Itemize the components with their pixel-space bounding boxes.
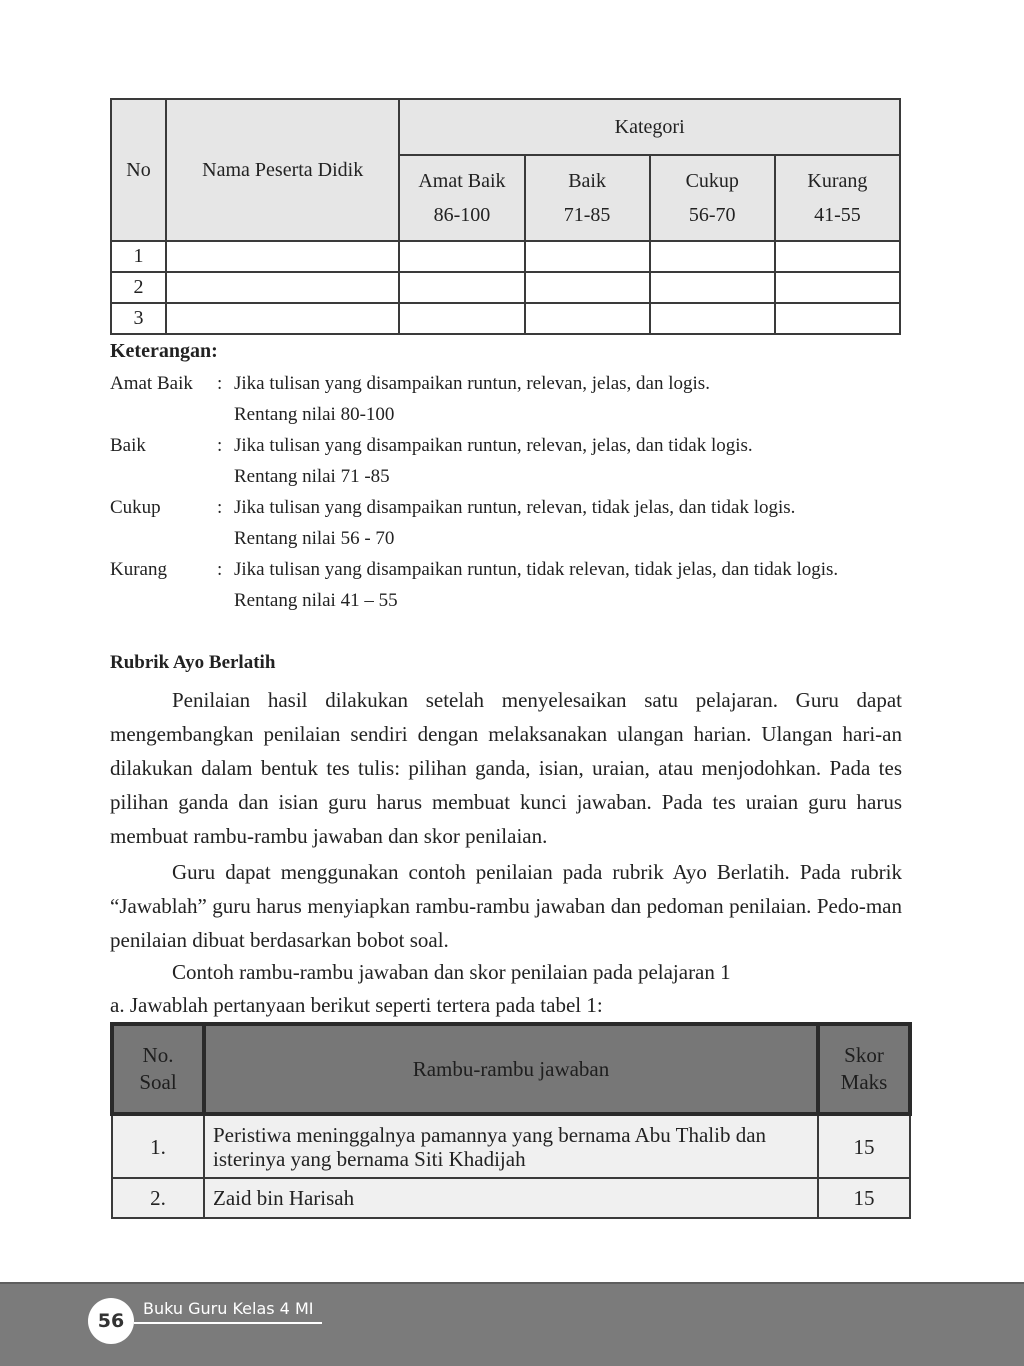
- header-no-line1: No.: [142, 1043, 174, 1067]
- keterangan-text: Jika tulisan yang disampaikan runtun, relevan, jelas, dan tidak logis.: [234, 435, 753, 456]
- keterangan-colon: :: [217, 497, 223, 518]
- keterangan-range: Rentang nilai 71 -85: [234, 466, 390, 487]
- keterangan-range: Rentang nilai 41 – 55: [234, 590, 398, 611]
- score-cell[interactable]: [650, 303, 775, 334]
- name-cell[interactable]: [166, 303, 399, 334]
- table-row: [111, 272, 900, 303]
- header-answer: Rambu-rambu jawaban: [204, 1024, 818, 1114]
- row-number: 1: [111, 241, 166, 272]
- book-title: Buku Guru Kelas 4 MI: [143, 1299, 314, 1318]
- table-row: [112, 1114, 910, 1178]
- header-no-line2: Soal: [139, 1070, 177, 1094]
- answer-table: [110, 1022, 912, 1219]
- keterangan-text: Jika tulisan yang disampaikan runtun, tidak relevan, tidak jelas, dan tidak logis.: [234, 559, 839, 580]
- keterangan-text: Jika tulisan yang disampaikan runtun, relevan, jelas, dan logis.: [234, 373, 710, 394]
- name-cell[interactable]: [166, 241, 399, 272]
- footer-divider: [134, 1322, 322, 1324]
- score-cell[interactable]: [775, 303, 900, 334]
- score-cell[interactable]: [399, 272, 524, 303]
- keterangan-range: Rentang nilai 80-100: [234, 404, 395, 425]
- page-footer: [0, 1282, 1024, 1366]
- question-number: 1.: [112, 1114, 204, 1178]
- header-category: Kategori: [399, 99, 900, 155]
- max-score: 15: [818, 1178, 910, 1218]
- keterangan-colon: :: [217, 559, 223, 580]
- category-range: 41-55: [814, 204, 861, 226]
- keterangan-label: Cukup: [110, 497, 161, 518]
- table-row: [111, 241, 900, 272]
- question-instruction: a. Jawablah pertanyaan berikut seperti tertera pada tabel 1:: [110, 993, 603, 1017]
- keterangan-label: Kurang: [110, 559, 167, 580]
- keterangan-colon: :: [217, 373, 223, 394]
- assessment-table: [110, 98, 901, 335]
- page-number: 56: [88, 1298, 134, 1344]
- max-score: 15: [818, 1114, 910, 1178]
- section-title: Rubrik Ayo Berlatih: [110, 652, 276, 673]
- category-range: 86-100: [433, 204, 491, 226]
- keterangan-title: Keterangan:: [110, 340, 218, 362]
- score-cell[interactable]: [399, 303, 524, 334]
- answer-text: Peristiwa meninggalnya pamannya yang bernama Abu Thalib dan isterinya yang bernama Siti Khadijah: [204, 1114, 818, 1178]
- header-score-line1: Skor: [844, 1043, 884, 1067]
- category-label: Kurang: [807, 170, 868, 192]
- header-category-cukup: [650, 155, 775, 241]
- paragraph-2-text: Guru dapat menggunakan contoh penilaian pada rubrik Ayo Berlatih. Pada rubrik “Jawablah” guru harus menyiapkan rambu-rambu jawaban dan pedoman penilaian. Pedo-man penilaian dibuat berdasarkan bobot soal.: [110, 860, 902, 952]
- score-cell[interactable]: [775, 241, 900, 272]
- header-name: Nama Peserta Didik: [166, 99, 399, 241]
- header-category-kurang: [775, 155, 900, 241]
- score-cell[interactable]: [650, 241, 775, 272]
- category-label: Amat Baik: [418, 170, 506, 192]
- paragraph-1: [110, 683, 902, 853]
- header-score-line2: Maks: [840, 1070, 888, 1094]
- header-category-baik: [525, 155, 650, 241]
- score-cell[interactable]: [525, 241, 650, 272]
- header-category-amat-baik: [399, 155, 524, 241]
- category-label: Baik: [568, 170, 606, 192]
- score-cell[interactable]: [650, 272, 775, 303]
- keterangan-label: Amat Baik: [110, 373, 193, 394]
- header-score: [818, 1024, 910, 1114]
- keterangan-label: Baik: [110, 435, 146, 456]
- category-range: 56-70: [688, 204, 736, 226]
- paragraph-2: [110, 855, 902, 957]
- answer-text: Zaid bin Harisah: [204, 1178, 818, 1218]
- keterangan-colon: :: [217, 435, 223, 456]
- score-cell[interactable]: [525, 272, 650, 303]
- category-range: 71-85: [563, 204, 611, 226]
- table-row: [112, 1178, 910, 1218]
- score-cell[interactable]: [775, 272, 900, 303]
- keterangan-text: Jika tulisan yang disampaikan runtun, relevan, tidak jelas, dan tidak logis.: [234, 497, 796, 518]
- paragraph-1-text: Penilaian hasil dilakukan setelah menyelesaikan satu pelajaran. Guru dapat mengembangkan penilaian sendiri dengan melaksanakan ulangan harian. Ulangan hari-an dilakukan dalam bentuk tes tulis: pilihan ganda, isian, uraian, atau menjodohkan. Pada tes pilihan ganda dan isian guru harus membuat kunci jawaban. Pada tes uraian guru harus membuat rambu-rambu jawaban dan skor penilaian.: [110, 688, 902, 848]
- header-no-soal: [112, 1024, 204, 1114]
- keterangan-range: Rentang nilai 56 - 70: [234, 528, 395, 549]
- score-cell[interactable]: [525, 303, 650, 334]
- name-cell[interactable]: [166, 272, 399, 303]
- header-no: No: [111, 99, 166, 241]
- row-number: 2: [111, 272, 166, 303]
- example-intro: Contoh rambu-rambu jawaban dan skor penilaian pada pelajaran 1: [172, 960, 731, 984]
- category-label: Cukup: [685, 170, 739, 192]
- question-number: 2.: [112, 1178, 204, 1218]
- row-number: 3: [111, 303, 166, 334]
- score-cell[interactable]: [399, 241, 524, 272]
- table-row: [111, 303, 900, 334]
